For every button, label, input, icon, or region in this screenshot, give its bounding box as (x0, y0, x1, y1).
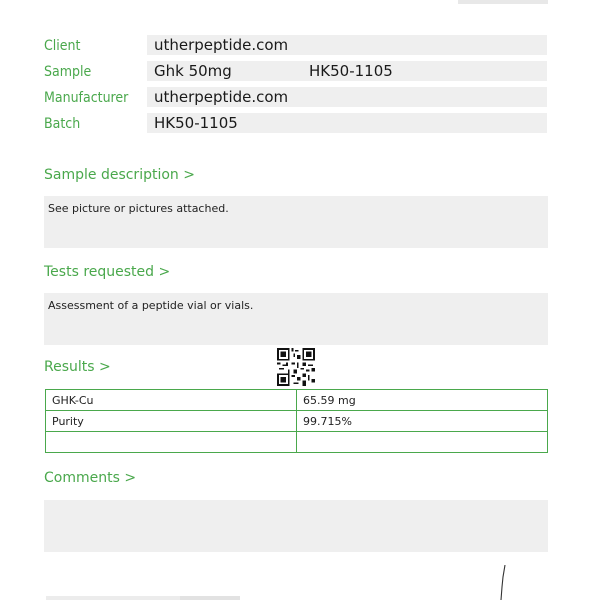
table-row (46, 432, 548, 453)
result-value-cell: 99.715% (297, 411, 548, 432)
result-name-cell: GHK-Cu (46, 390, 297, 411)
results-table (45, 389, 548, 453)
footer-strip (46, 596, 196, 600)
signature-mark (496, 565, 512, 600)
batch-label: Batch (44, 116, 81, 132)
sample-code: HK50-1105 (309, 62, 393, 80)
result-value-cell (297, 432, 548, 453)
batch-value: HK50-1105 (154, 114, 238, 132)
manufacturer-label: Manufacturer (44, 90, 129, 106)
top-edge-box (458, 0, 548, 4)
footer-strip (180, 596, 240, 600)
tests-requested-box (44, 293, 548, 345)
result-name-cell (46, 432, 297, 453)
manufacturer-value-box (147, 87, 547, 107)
sample-description-text: See picture or pictures attached. (48, 202, 229, 215)
table-row (46, 390, 548, 411)
table-row (46, 411, 548, 432)
comments-heading: Comments > (44, 470, 137, 486)
tests-requested-heading: Tests requested > (44, 264, 171, 280)
sample-label: Sample (44, 64, 92, 80)
result-name-cell: Purity (46, 411, 297, 432)
manufacturer-value: utherpeptide.com (154, 88, 289, 106)
result-value-cell: 65.59 mg (297, 390, 548, 411)
qr-code-icon (276, 348, 316, 386)
sample-description-box (44, 196, 548, 248)
sample-value-box (147, 61, 547, 81)
client-value: utherpeptide.com (154, 36, 289, 54)
comments-box (44, 500, 548, 552)
sample-description-heading: Sample description > (44, 167, 195, 183)
client-value-box (147, 35, 547, 55)
sample-value: Ghk 50mg (154, 62, 232, 80)
client-label: Client (44, 38, 81, 54)
tests-requested-text: Assessment of a peptide vial or vials. (48, 299, 254, 312)
batch-value-box (147, 113, 547, 133)
results-heading: Results > (44, 359, 111, 375)
